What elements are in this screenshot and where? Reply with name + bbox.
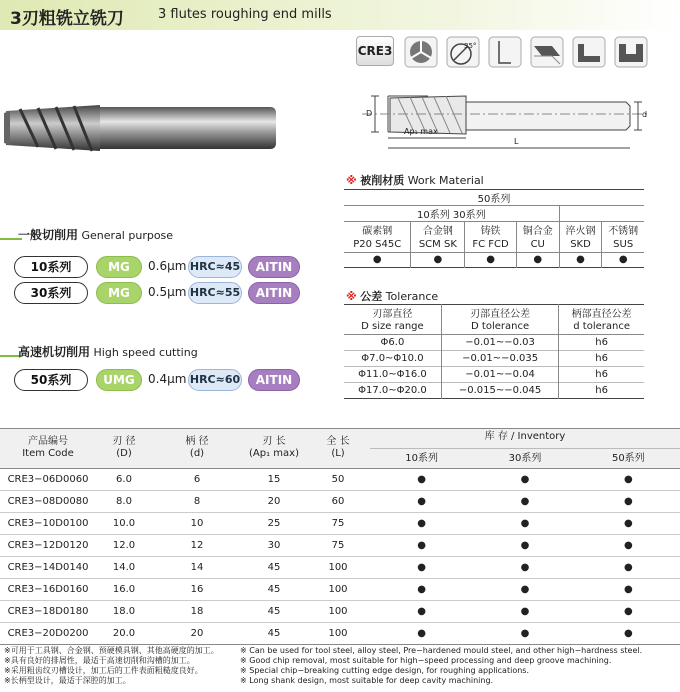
stock-mark: ● bbox=[520, 540, 530, 551]
tol-cell: −0.01~−0.03 bbox=[441, 334, 558, 350]
stock-mark: ● bbox=[417, 496, 427, 507]
side-milling-icon bbox=[530, 36, 564, 68]
stock-mark: ● bbox=[520, 518, 530, 529]
cell-ap: 45 bbox=[267, 628, 281, 639]
material-cn: 铸铁 bbox=[465, 222, 517, 238]
cell-D: 16.0 bbox=[112, 584, 136, 595]
cell-L: 100 bbox=[328, 584, 348, 595]
material-cn: 淬火钢 bbox=[559, 222, 602, 238]
cell-d: 20 bbox=[190, 628, 204, 639]
tolerance-table bbox=[344, 304, 644, 399]
material-mark: ● bbox=[618, 254, 628, 265]
stock-mark: ● bbox=[520, 584, 530, 595]
table-row bbox=[0, 623, 680, 645]
material-en: SUS bbox=[613, 238, 634, 250]
hrc-badge: HRC≈55 bbox=[188, 282, 242, 304]
cell-L: 100 bbox=[328, 562, 348, 573]
col-d: 柄 径 (d) bbox=[185, 436, 209, 459]
ap-label: Ap₁ max bbox=[404, 127, 438, 136]
general-purpose-title: 一般切削用 General purpose bbox=[18, 228, 174, 242]
spec-row-10 bbox=[14, 256, 314, 280]
shank-d-label: d bbox=[642, 110, 648, 119]
stock-mark: ● bbox=[623, 628, 633, 639]
helix-angle-label: 35° bbox=[464, 42, 477, 50]
stock-mark: ● bbox=[623, 606, 633, 617]
stock-mark: ● bbox=[520, 474, 530, 485]
end-mill-photo bbox=[0, 95, 290, 169]
tol-cell: h6 bbox=[595, 352, 608, 364]
col-ap: 刃 长 (Ap₁ max) bbox=[249, 436, 299, 459]
grade-badge: MG bbox=[96, 282, 142, 304]
grain-size: 0.6μm bbox=[148, 259, 187, 273]
square-end-icon bbox=[488, 36, 522, 68]
cell-code: CRE3−16D0160 bbox=[7, 584, 89, 595]
col-L: 全 长 (L) bbox=[326, 436, 350, 459]
spec-row-50 bbox=[14, 369, 314, 393]
material-mark: ● bbox=[465, 252, 517, 267]
cell-D: 8.0 bbox=[116, 496, 132, 507]
hrc-badge: HRC≈60 bbox=[188, 369, 242, 391]
tol-cell: h6 bbox=[595, 368, 608, 380]
coating-badge: AITIN bbox=[248, 256, 300, 278]
col-D: 刃 径 (D) bbox=[112, 436, 136, 459]
spec-row-30 bbox=[14, 282, 314, 306]
tol-header: 柄部直径公差 bbox=[571, 309, 632, 320]
notes-en: ※ Can be used for tool steel, alloy steel, Pre−hardened mould steel, and other high−hardness steel. ※ Good chip removal, most suitable for high−speed processing and deep groove machining. ※ Special chip−breaking cutting edge design, for roughing applications. ※ Long shank design, most suitable for deep cavity machining. bbox=[240, 646, 643, 685]
material-cn: 铜合金 bbox=[516, 222, 559, 238]
stock-mark: ● bbox=[520, 606, 530, 617]
hrc-badge: HRC≈45 bbox=[188, 256, 242, 278]
cell-L: 75 bbox=[331, 540, 345, 551]
high-speed-title: 高速机切削用 High speed cutting bbox=[18, 345, 198, 359]
cell-code: CRE3−06D0060 bbox=[7, 474, 89, 485]
cell-D: 18.0 bbox=[112, 606, 136, 617]
coating-badge: AITIN bbox=[248, 369, 300, 391]
cell-L: 75 bbox=[331, 518, 345, 529]
table-row bbox=[0, 513, 680, 535]
notes-cn: ※可用于工具钢、合金钢、预硬模具钢、其他高硬度的加工。 ※具有良好的排屑性，最适于高速切削和沟槽的加工。 ※采用粗齿纹刃槽设计，加工后的工件表面粗糙度良好。 ※长柄型设计，最适于深腔的加工。 bbox=[4, 646, 219, 685]
slot-step-icon bbox=[572, 36, 606, 68]
table-row bbox=[0, 491, 680, 513]
material-en: CU bbox=[516, 237, 559, 252]
table-row bbox=[0, 557, 680, 579]
group-50: 50系列 bbox=[344, 190, 644, 206]
stock-mark: ● bbox=[417, 474, 427, 485]
tol-cell: Φ7.0~Φ10.0 bbox=[344, 350, 441, 366]
l-label: L bbox=[514, 137, 519, 146]
stock-mark: ● bbox=[623, 474, 633, 485]
stock-mark: ● bbox=[417, 540, 427, 551]
cell-code: CRE3−10D0100 bbox=[7, 518, 89, 529]
series-label: 10系列 bbox=[14, 256, 88, 278]
grade-badge: UMG bbox=[96, 369, 142, 391]
series-label: 50系列 bbox=[14, 369, 88, 391]
stock-col: 50系列 bbox=[611, 453, 645, 464]
cell-ap: 15 bbox=[267, 474, 281, 485]
material-cn: 不锈钢 bbox=[608, 226, 639, 237]
stock-mark: ● bbox=[417, 606, 427, 617]
slotting-icon bbox=[614, 36, 648, 68]
tol-cell: −0.01~−0.04 bbox=[441, 366, 558, 382]
tol-cell: h6 bbox=[595, 384, 608, 396]
material-mark: ● bbox=[344, 252, 411, 267]
col-item-code: 产品编号 Item Code bbox=[22, 436, 74, 459]
stock-mark: ● bbox=[623, 584, 633, 595]
cell-code: CRE3−14D0140 bbox=[7, 562, 89, 573]
coating-badge: AITIN bbox=[248, 282, 300, 304]
cell-ap: 20 bbox=[267, 496, 281, 507]
stock-mark: ● bbox=[520, 562, 530, 573]
inventory-title: 库 存 / Inventory bbox=[484, 431, 566, 442]
material-en: SCM SK bbox=[411, 237, 465, 252]
cell-d: 16 bbox=[190, 584, 204, 595]
cell-D: 12.0 bbox=[112, 540, 136, 551]
cell-L: 60 bbox=[331, 496, 345, 507]
table-row bbox=[0, 601, 680, 623]
page-title: 3刃粗铣立铣刀 bbox=[10, 9, 124, 29]
stock-mark: ● bbox=[623, 518, 633, 529]
stock-mark: ● bbox=[623, 496, 633, 507]
material-en: SKD bbox=[559, 237, 602, 252]
cell-L: 100 bbox=[328, 606, 348, 617]
cell-L: 50 bbox=[331, 474, 345, 485]
material-en: FC FCD bbox=[465, 237, 517, 252]
tol-cell: −0.01~−0.035 bbox=[441, 350, 558, 366]
cell-D: 20.0 bbox=[112, 628, 136, 639]
tool-drawing bbox=[358, 88, 658, 162]
d-label: D bbox=[366, 109, 373, 118]
cell-d: 18 bbox=[190, 606, 204, 617]
tol-header-en: d tolerance bbox=[573, 321, 631, 333]
product-badge: CRE3 bbox=[356, 36, 394, 66]
col-inventory bbox=[370, 428, 680, 469]
tolerance-title: ※ 公差 Tolerance bbox=[346, 290, 439, 303]
table-row bbox=[0, 469, 680, 491]
material-cn: 合金钢 bbox=[411, 222, 465, 238]
tol-cell: Φ11.0~Φ16.0 bbox=[344, 366, 441, 382]
material-mark: ● bbox=[516, 252, 559, 267]
stock-mark: ● bbox=[417, 584, 427, 595]
cell-d: 14 bbox=[190, 562, 204, 573]
grain-size: 0.5μm bbox=[148, 285, 187, 299]
stock-mark: ● bbox=[417, 562, 427, 573]
material-cn: 碳素钢 bbox=[344, 222, 411, 238]
header-bar bbox=[0, 0, 680, 30]
tol-cell: Φ17.0~Φ20.0 bbox=[344, 382, 441, 398]
material-en: P20 S45C bbox=[344, 237, 411, 252]
table-row bbox=[0, 579, 680, 601]
group-10-30: 10系列 30系列 bbox=[344, 206, 559, 222]
three-flute-icon bbox=[404, 36, 438, 68]
page-subtitle: 3 flutes roughing end mills bbox=[158, 7, 332, 22]
tol-cell: −0.015~−0.045 bbox=[441, 382, 558, 398]
stock-mark: ● bbox=[520, 628, 530, 639]
cell-ap: 45 bbox=[267, 562, 281, 573]
helix-angle-icon bbox=[446, 36, 480, 68]
tol-header-en: D size range bbox=[344, 320, 441, 334]
cell-D: 14.0 bbox=[112, 562, 136, 573]
cell-d: 8 bbox=[193, 496, 201, 507]
grade-badge: MG bbox=[96, 256, 142, 278]
stock-mark: ● bbox=[623, 562, 633, 573]
stock-mark: ● bbox=[623, 540, 633, 551]
stock-mark: ● bbox=[417, 518, 427, 529]
cell-code: CRE3−12D0120 bbox=[7, 540, 89, 551]
cell-D: 10.0 bbox=[112, 518, 136, 529]
cell-L: 100 bbox=[328, 628, 348, 639]
work-material-title: ※ 被削材质 Work Material bbox=[346, 174, 484, 187]
cell-ap: 25 bbox=[267, 518, 281, 529]
tol-cell: Φ6.0 bbox=[344, 334, 441, 350]
tol-header-en: D tolerance bbox=[441, 320, 558, 334]
cell-code: CRE3−08D0080 bbox=[7, 496, 89, 507]
cell-d: 12 bbox=[190, 540, 204, 551]
material-mark: ● bbox=[411, 252, 465, 267]
cell-ap: 45 bbox=[267, 584, 281, 595]
cell-D: 6.0 bbox=[116, 474, 132, 485]
cell-ap: 45 bbox=[267, 606, 281, 617]
series-label: 30系列 bbox=[14, 282, 88, 304]
cell-d: 6 bbox=[193, 474, 201, 485]
work-material-table bbox=[344, 189, 644, 268]
table-row bbox=[0, 535, 680, 557]
cell-d: 10 bbox=[190, 518, 204, 529]
stock-col: 30系列 bbox=[508, 453, 542, 464]
stock-mark: ● bbox=[520, 496, 530, 507]
grain-size: 0.4μm bbox=[148, 372, 187, 386]
stock-mark: ● bbox=[417, 628, 427, 639]
cell-ap: 30 bbox=[267, 540, 281, 551]
stock-col: 10系列 bbox=[405, 453, 439, 464]
tol-cell: h6 bbox=[595, 336, 608, 348]
tol-header: 刃部直径公差 bbox=[441, 305, 558, 321]
inventory-table bbox=[0, 428, 680, 645]
tol-header: 刃部直径 bbox=[344, 305, 441, 321]
material-mark: ● bbox=[559, 252, 602, 267]
cell-code: CRE3−20D0200 bbox=[7, 628, 89, 639]
cell-code: CRE3−18D0180 bbox=[7, 606, 89, 617]
